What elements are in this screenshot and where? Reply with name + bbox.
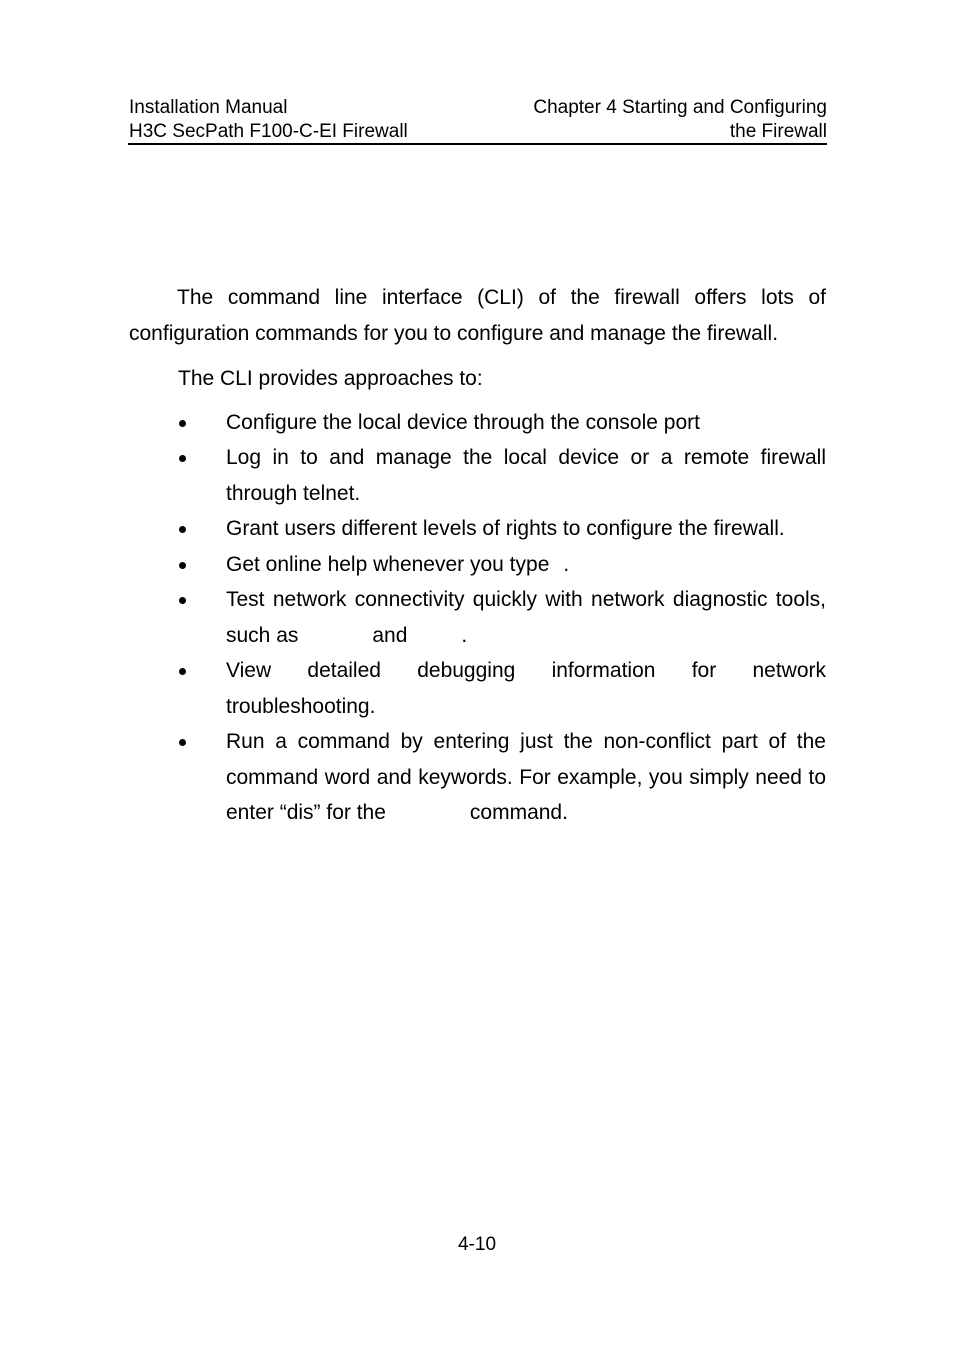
approaches-intro: The CLI provides approaches to: [178,367,483,390]
page-header [128,96,827,145]
list-item-end: . [461,623,468,647]
list-item [129,653,826,724]
bullet-icon [179,562,186,569]
list-item [129,582,826,653]
list-item [129,405,826,441]
list-item [129,440,826,511]
bullet-icon [179,420,186,427]
bullet-icon [179,668,186,675]
page-content [129,280,826,831]
list-item-text: Get online help whenever you type [226,552,550,576]
list-item [129,511,826,547]
manual-title: Installation Manual [129,97,288,118]
list-item-text: Configure the local device through the console port [226,410,700,434]
bullet-icon [179,526,186,533]
approaches-list [129,405,826,831]
list-item [129,724,826,831]
list-item [129,547,826,583]
page-number: 4-10 [457,1234,497,1255]
chapter-title: Chapter 4 Starting and Configuring [533,97,827,118]
chapter-title-cont: the Firewall [729,121,827,142]
list-item-text: Grant users different levels of rights to configure the firewall. [226,517,785,540]
header-right [533,96,827,144]
list-item-text: Run a command by entering just the non-conflict part of the command word and keywords. For example, you simply need to enter “dis” for the [226,730,826,824]
list-item-text: Test network connectivity quickly with network diagnostic tools, such as [226,588,826,647]
cli-intro-paragraph: The command line interface (CLI) of the firewall offers lots of configuration commands for you to configure and manage the firewall. [129,286,826,345]
list-item-end: . [563,552,570,576]
bullet-icon [179,739,186,746]
list-item-mid: and [372,623,408,647]
list-item-text: View detailed debugging information for network troubleshooting. [226,659,826,718]
product-name: H3C SecPath F100-C-EI Firewall [129,121,408,142]
list-item-text: Log in to and manage the local device or a remote firewall through telnet. [226,446,826,505]
bullet-icon [179,455,186,462]
list-item-end: command. [469,801,568,824]
header-left [129,96,408,144]
bullet-icon [179,597,186,604]
